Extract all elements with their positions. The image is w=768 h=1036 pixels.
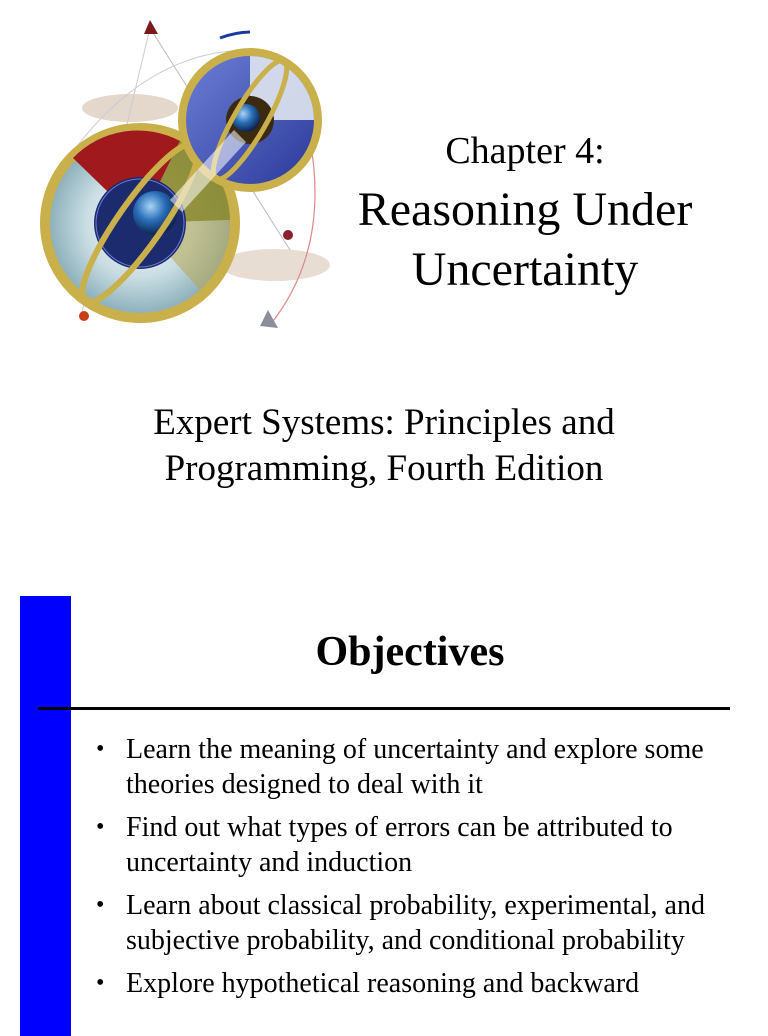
objectives-heading: Objectives [315, 629, 505, 675]
chapter-label: Chapter 4: [445, 130, 605, 172]
bullet-icon: • [96, 892, 105, 918]
bullet-icon: • [96, 970, 105, 996]
globe-rings-logo [20, 10, 340, 340]
book-title: Expert Systems: Principles and Programming, Fourth Edition [153, 402, 615, 489]
heading-divider [38, 707, 730, 710]
list-item [0, 810, 768, 880]
chapter-title: Reasoning Under Uncertainty [357, 183, 693, 296]
objective-text: Explore hypothetical reasoning and backward [126, 968, 640, 999]
list-item [0, 888, 768, 958]
objective-text: Find out what types of errors can be attributed to uncertainty and induction [126, 812, 673, 878]
objectives-list [0, 732, 768, 1009]
bullet-icon: • [96, 814, 105, 840]
objective-text: Learn about classical probability, experimental, and subjective probability, and conditional probability [126, 890, 705, 956]
objectives-slide [0, 560, 768, 1024]
objective-text: Learn the meaning of uncertainty and explore some theories designed to deal with it [126, 734, 704, 800]
bullet-icon: • [96, 736, 105, 762]
list-item [0, 732, 768, 802]
list-item [0, 966, 768, 1001]
